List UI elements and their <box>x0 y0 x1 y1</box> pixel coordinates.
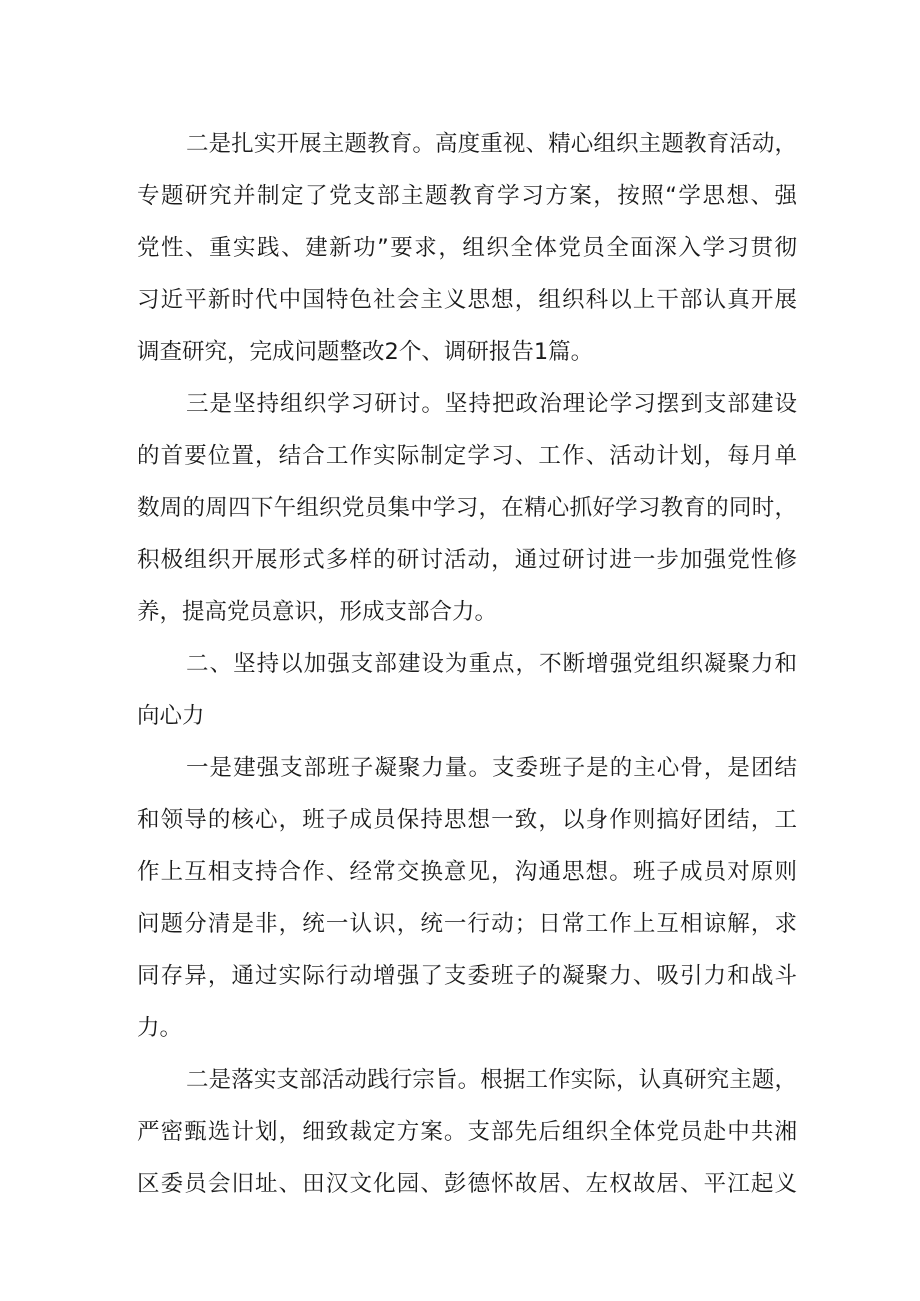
section-heading-line-1: 二、坚持以加强支部建设为重点，不断增强党组织凝聚力和 <box>186 651 797 677</box>
para-3-line-2: 和领导的核心，班子成员保持思想一致，以身作则搞好团结，工 <box>137 807 797 833</box>
para-1-line-5: 调查研究，完成问题整改2个、调研报告1篇。 <box>137 339 594 365</box>
para-3-line-1: 一是建强支部班子凝聚力量。支委班子是的主心骨，是团结 <box>186 755 797 781</box>
para-3-line-3: 作上互相支持合作、经常交换意见，沟通思想。班子成员对原则 <box>137 859 797 885</box>
para-4-line-2: 严密甄选计划，细致裁定方案。支部先后组织全体党员赴中共湘 <box>137 1119 797 1145</box>
para-3-line-6: 力。 <box>137 1015 183 1041</box>
section-heading-line-2: 向心力 <box>137 703 205 729</box>
para-2-line-3: 数周的周四下午组织党员集中学习，在精心抓好学习教育的同时， <box>137 495 797 521</box>
para-1-line-1: 二是扎实开展主题教育。高度重视、精心组织主题教育活动， <box>186 131 797 157</box>
para-1-line-3: 党性、重实践、建新功”要求，组织全体党员全面深入学习贯彻 <box>137 235 797 261</box>
para-4-line-1: 二是落实支部活动践行宗旨。根据工作实际，认真研究主题， <box>186 1067 797 1093</box>
para-1-line-4: 习近平新时代中国特色社会主义思想，组织科以上干部认真开展 <box>137 287 797 313</box>
para-2-line-4: 积极组织开展形式多样的研讨活动，通过研讨进一步加强党性修 <box>137 547 797 573</box>
para-2-line-5: 养，提高党员意识，形成支部合力。 <box>137 599 498 625</box>
para-3-line-5: 同存异，通过实际行动增强了支委班子的凝聚力、吸引力和战斗 <box>137 963 797 989</box>
para-2-line-1: 三是坚持组织学习研讨。坚持把政治理论学习摆到支部建设 <box>186 391 797 417</box>
para-4-line-3: 区委员会旧址、田汉文化园、彭德怀故居、左权故居、平江起义 <box>137 1171 797 1197</box>
para-2-line-2: 的首要位置，结合工作实际制定学习、工作、活动计划，每月单 <box>137 443 797 469</box>
para-1-line-2: 专题研究并制定了党支部主题教育学习方案，按照“学思想、强 <box>137 183 797 209</box>
para-3-line-4: 问题分清是非，统一认识，统一行动；日常工作上互相谅解，求 <box>137 911 797 937</box>
